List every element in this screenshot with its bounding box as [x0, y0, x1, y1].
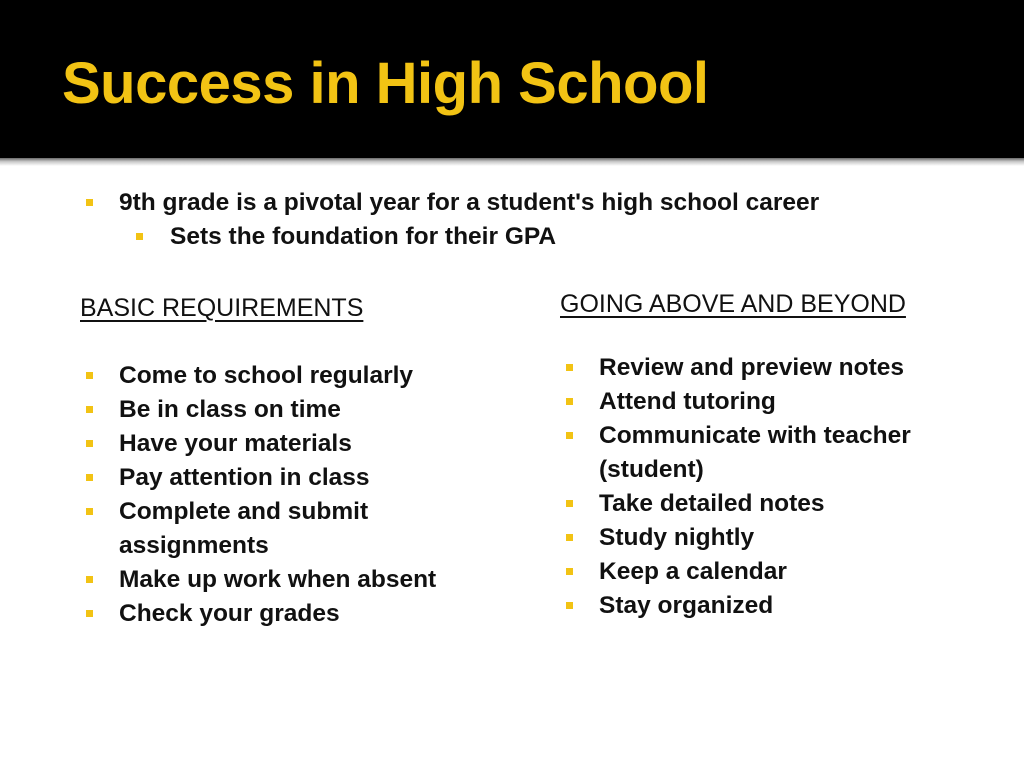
- list-item: [599, 419, 944, 487]
- square-bullet-icon: [86, 372, 93, 379]
- list-item: [599, 555, 999, 589]
- list-item: [119, 495, 419, 563]
- basic-requirements-list: [119, 359, 519, 631]
- square-bullet-icon: [86, 199, 93, 206]
- list-item: [119, 563, 519, 597]
- intro-point: [119, 186, 819, 220]
- list-item-text: Make up work when absent: [119, 566, 437, 593]
- list-item: [119, 597, 519, 631]
- right-column-heading: GOING ABOVE AND BEYOND: [560, 290, 906, 318]
- square-bullet-icon: [566, 568, 573, 575]
- square-bullet-icon: [566, 602, 573, 609]
- title-divider: [0, 158, 1024, 166]
- list-item: [119, 427, 519, 461]
- intro-subpoint-text: Sets the foundation for their GPA: [170, 223, 557, 250]
- square-bullet-icon: [86, 440, 93, 447]
- list-item-text: Keep a calendar: [599, 558, 787, 585]
- list-item-text: Study nightly: [599, 524, 755, 551]
- list-item: [599, 351, 999, 385]
- intro-subpoint: [170, 220, 556, 254]
- list-item-text: Complete and submit assignments: [119, 498, 369, 559]
- list-item-text: Stay organized: [599, 592, 774, 619]
- list-item-text: Attend tutoring: [599, 388, 776, 415]
- list-item: [599, 521, 999, 555]
- list-item-text: Communicate with teacher (student): [599, 422, 911, 483]
- left-column-heading: BASIC REQUIREMENTS: [80, 294, 364, 322]
- square-bullet-icon: [86, 610, 93, 617]
- square-bullet-icon: [566, 398, 573, 405]
- square-bullet-icon: [86, 508, 93, 515]
- list-item-text: Pay attention in class: [119, 464, 370, 491]
- list-item-text: Take detailed notes: [599, 490, 825, 517]
- square-bullet-icon: [566, 500, 573, 507]
- list-item-text: Come to school regularly: [119, 362, 414, 389]
- intro-point-text: 9th grade is a pivotal year for a student's high school career: [119, 189, 820, 216]
- list-item-text: Have your materials: [119, 430, 352, 457]
- list-item: [119, 393, 519, 427]
- square-bullet-icon: [136, 233, 143, 240]
- list-item: [119, 359, 519, 393]
- square-bullet-icon: [566, 534, 573, 541]
- list-item: [599, 385, 999, 419]
- square-bullet-icon: [86, 474, 93, 481]
- list-item-text: Be in class on time: [119, 396, 341, 423]
- above-and-beyond-list: [599, 351, 999, 623]
- list-item: [599, 589, 999, 623]
- square-bullet-icon: [566, 364, 573, 371]
- square-bullet-icon: [86, 576, 93, 583]
- list-item-text: Check your grades: [119, 600, 340, 627]
- list-item: [119, 461, 519, 495]
- list-item: [599, 487, 999, 521]
- slide-title: Success in High School: [62, 51, 709, 116]
- list-item-text: Review and preview notes: [599, 354, 904, 381]
- title-bar: [0, 0, 1024, 158]
- square-bullet-icon: [566, 432, 573, 439]
- square-bullet-icon: [86, 406, 93, 413]
